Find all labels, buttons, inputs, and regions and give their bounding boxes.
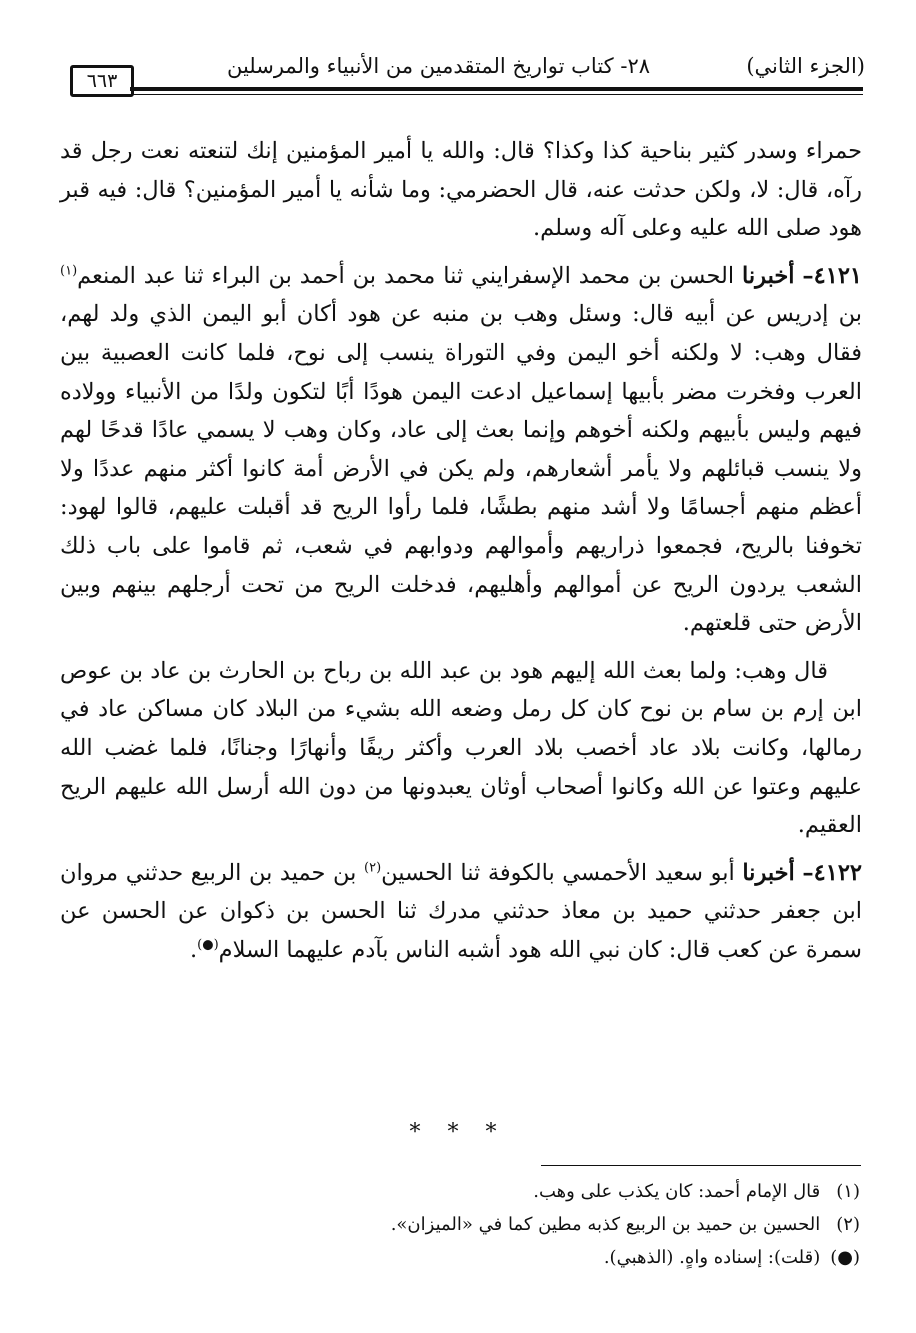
hadith-text-cont: بن حميد بن الربيع حدثني مروان ابن جعفر حدثني حميد بن معاذ حدثني مدرك ثنا الحسن بن ذكوان عن الحسن عن سمرة عن كعب قال: كان نبي الله هود أشبه الناس بآدم عليهما السلام [60,859,862,963]
footnote-rule [541,1165,861,1166]
hadith-number: ٤١٢٢– [802,859,862,886]
paragraph-wahb: قال وهب: ولما بعث الله إليهم هود بن عبد الله بن رباح بن الحارث بن عاد بن عوص ابن إرم بن سام بن نوح كان كل رمل وضعه الله بشيء من البلاد كان مساكن عاد في رمالها، وكانت بلاد عاد أخصب بلاد العرب وأكثر ريفًا وأنهارًا وجنانًا، فلما غضب الله عليهم وعتوا عن الله وكانوا أصحاب أوثان يعبدونها من دون الله أرسل الله عليهم الريح العقيم. [60,657,862,839]
footnote-2 [60,1208,860,1241]
hadith-4122 [60,854,862,970]
header-rule-thick [130,87,863,91]
page-number: ٦٦٣ [70,65,134,97]
hadith-end: . [190,936,198,963]
footnote-1 [60,1175,860,1208]
footnotes [60,1175,860,1274]
footnote-ref-dot: (●) [197,937,219,953]
footnote-ref-1: (١) [60,263,78,279]
paragraph-continuation: حمراء وسدر كثير بناحية كذا وكذا؟ قال: والله يا أمير المؤمنين إنك لتنعته نعت رجل قد رآه، قال: لا، ولكن حدثت عنه، قال الحضرمي: وما شأنه يا أمير المؤمنين؟ قال: فيه قبر هود صلى الله عليه وعلى آله وسلم. [60,138,862,242]
main-text [60,132,862,978]
footnote-mark: (١) [836,1181,860,1202]
footnote-mark: (٢) [836,1214,860,1235]
hadith-4121 [60,257,862,643]
hadith-text-cont: بن إدريس عن أبيه قال: وسئل وهب بن منبه عن هود أكان أبو اليمن الذي ولد لهم، فقال وهب: لا ولكنه أخو اليمن وفي التوراة ينسب إلى نوح، فلما كانت العصبية بين العرب وفخرت مضر بأبيها إسماعيل ادعت اليمن هودًا أبًا لتكون ولدًا من الأنبياء وولاده فيهم وليس بأبيهم ولكنه أخوهم وإنما بعث إلى عاد، وكان وهب لا يسمي عادًا قدحًا لهم ولا ينسب قبائلهم ولا يأمر أشعارهم، ولم يكن في الأرض أمة كانوا أكثر منهم عددًا ولا أعظم منهم أجسامًا ولا أشد منهم بطشًا، فلما رأوا الريح قد أقبلت عليهم، قالوا لهود: تخوفنا بالريح، فجمعوا ذراريهم وأموالهم ودوابهم في شعب، ثم قاموا على باب ذلك الشعب يردون الريح عن أموالهم وأهليهم، فدخلت الريح من تحت أرجلهم بينهم وبين الأرض حتى قلعتهم. [60,301,862,637]
footnote-text: الحسين بن حميد بن الربيع كذبه مطين كما في «الميزان». [390,1214,821,1235]
footnote-text: قال الإمام أحمد: كان يكذب على وهب. [533,1181,821,1202]
chapter-title: ٢٨- كتاب تواريخ المتقدمين من الأنبياء والمرسلين [226,54,650,78]
hadith-number: ٤١٢١– [802,262,863,289]
running-header [70,50,865,92]
volume-label: (الجزء الثاني) [746,54,865,78]
akhbarana-keyword: أخبرنا [742,859,795,886]
footnote-ref-2: (٢) [364,860,382,876]
footnote-text: (قلت): إسناده واهٍ. (الذهبي). [603,1247,821,1268]
footnote-mark: (●) [830,1247,860,1268]
header-rule-thin [130,94,863,95]
section-separator: * * * [409,1120,507,1145]
hadith-text: أبو سعيد الأحمسي بالكوفة ثنا الحسين [381,859,743,886]
hadith-text: الحسن بن محمد الإسفرايني ثنا محمد بن أحمد بن البراء ثنا عبد المنعم [77,262,743,289]
footnote-3 [60,1241,860,1274]
akhbarana-keyword: أخبرنا [742,262,795,289]
